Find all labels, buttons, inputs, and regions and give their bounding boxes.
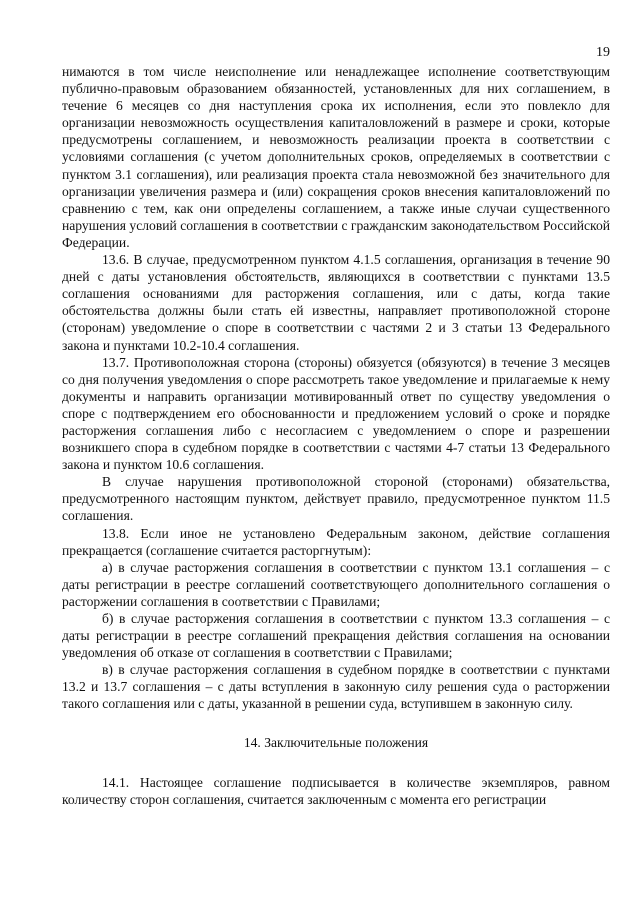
paragraph-13-8-c: в) в случае расторжения соглашения в судебном порядке в соответствии с пунктами 13.2 и 13.7 соглашения – с даты вступления в законную силу решения суда о расторжении такого соглашения или с даты, указанной в решении суда, вступившем в законную силу. (62, 662, 610, 712)
spacer (62, 751, 610, 774)
paragraph-13-8-a: а) в случае расторжения соглашения в соответствии с пунктом 13.1 соглашения – с даты регистрации в реестре соглашений соответствующего дополнительного соглашения о расторжении соглашения в соответствии с Правилами; (62, 559, 610, 609)
paragraph-13-7: 13.7. Противоположная сторона (стороны) обязуется (обязуются) в течение 3 месяцев со дня получения уведомления о споре рассмотреть такое уведомление и прилагаемые к нему документы и направить организации мотивированный ответ по существу уведомления о споре с подтверждением его обоснованности и предложением условий о сроке и порядке расторжения соглашения либо с несогласием с уведомлением о споре и разрешении возникшего спора в судебном порядке в соответствии с частями 4-7 статьи 13 Федерального закона и пунктом 10.6 соглашения. (62, 354, 610, 473)
paragraph-13-7-violation: В случае нарушения противоположной стороной (сторонами) обязательства, предусмотренного настоящим пунктом, действует правило, предусмотренное пунктом 11.5 соглашения. (62, 474, 610, 524)
paragraph-13-6: 13.6. В случае, предусмотренном пунктом 4.1.5 соглашения, организация в течение 90 дней с даты установления обстоятельств, являющихся в соответствии с пунктами 13.5 соглашения основаниями для расторжения соглашения, или с даты, когда такие обстоятельства должны были стать ей известны, направляет противоположной стороне (сторонам) уведомление о споре в соответствии с частями 2 и 3 статьи 13 Федерального закона и пунктами 10.2-10.4 соглашения. (62, 252, 610, 353)
spacer (62, 713, 610, 734)
page-number: 19 (596, 45, 610, 60)
paragraph-13-8-b: б) в случае расторжения соглашения в соответствии с пунктом 13.3 соглашения – с даты регистрации в реестре соглашений прекращения действия соглашения на основании уведомления об отказе от соглашения в соответствии с Правилами; (62, 611, 610, 661)
paragraph-13-8: 13.8. Если иное не установлено Федеральным законом, действие соглашения прекращается (соглашение считается расторгнутым): (62, 525, 610, 558)
section-heading: 14. Заключительные положения (243, 734, 429, 750)
paragraph-14-1: 14.1. Настоящее соглашение подписывается в количестве экземпляров, равном количеству сторон соглашения, считается заключенным с момента его регистрации (62, 774, 610, 807)
document-body (62, 63, 610, 808)
paragraph-continuation: нимаются в том числе неисполнение или ненадлежащее исполнение соответствующим публично-правовым образованием обязанностей, установленных для них соглашением, в течение 6 месяцев со дня наступления срока их исполнения, если это повлекло для организации невозможность осуществления капиталовложений в размере и сроки, которые предусмотрены соглашением, и невозможность реализации проекта в соответствии с условиями соглашения (с учетом дополнительных сроков, определяемых в соответствии с пунктом 3.1 соглашения), или реализация проекта стала невозможной без значительного для организации увеличения размера и (или) сокращения сроков внесения капиталовложений по сравнению с тем, как они определены соглашением, а также иные случаи существенного нарушения условий соглашения в соответствии с гражданским законодательством Российской Федерации. (62, 64, 611, 250)
